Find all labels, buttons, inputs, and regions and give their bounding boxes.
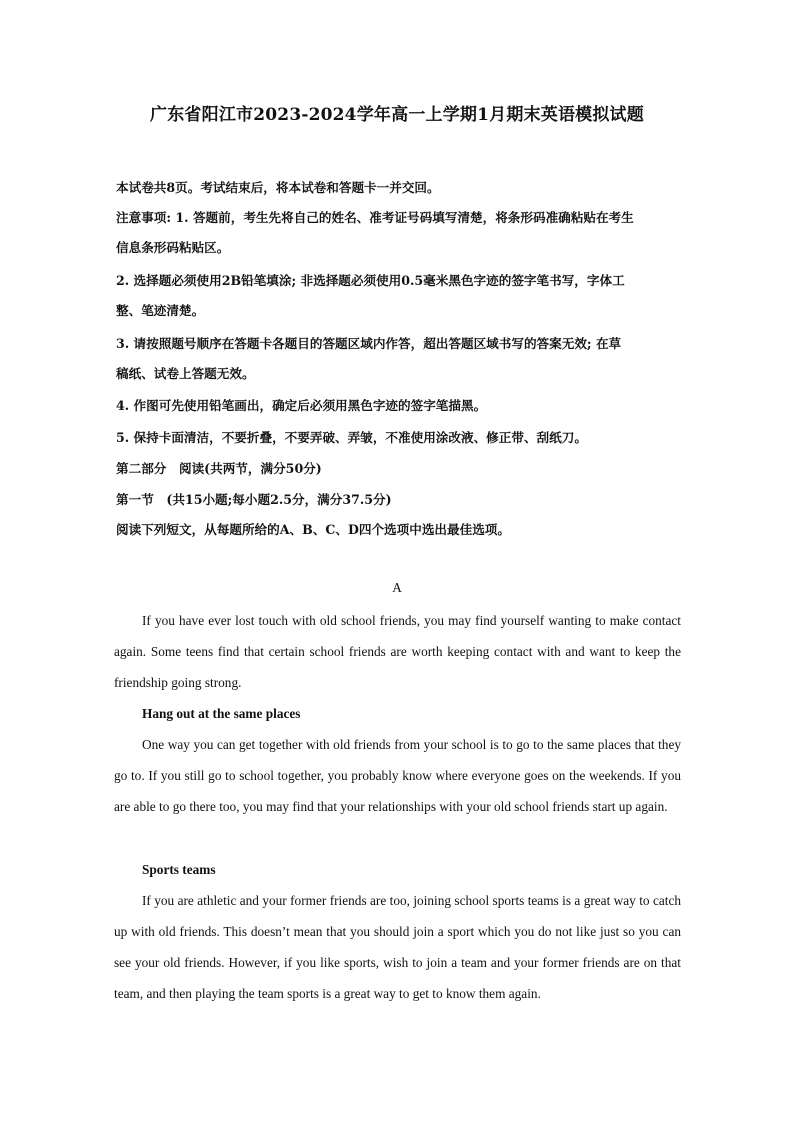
passage-paragraph: If you are athletic and your former friends are too, joining school sports teams is a great way to catch up with old friends. This doesn’t mean that you should join a sport which you do not like just so you can see your old friends. However, if you like sports, wish to join a team and your former friends are on that team, and then playing the team sports is a great way to get to know them again. — [114, 893, 681, 1001]
section-sub-heading: 第一节 (共15小题;每小题2.5分，满分37.5分) — [116, 492, 392, 507]
instruction-line: 稿纸、试卷上答题无效。 — [116, 366, 255, 381]
instruction-line: 3. 请按照题号顺序在答题卡各题目的答题区域内作答，超出答题区域书写的答案无效; 在草 — [116, 336, 622, 351]
page-title: 广东省阳江市2023-2024学年高一上学期1月期末英语模拟试题 — [150, 105, 644, 125]
instruction-line: 信息条形码粘贴区。 — [116, 240, 230, 255]
passage-label: A — [392, 580, 402, 595]
instruction-line: 5. 保持卡面清洁，不要折叠，不要弄破、弄皱，不准使用涂改液、修正带、刮纸刀。 — [116, 430, 587, 445]
instruction-line: 注意事项: 1. 答题前，考生先将自己的姓名、准考证号码填写清楚，将条形码准确粘贴在考生 — [116, 210, 634, 225]
section-direction: 阅读下列短文，从每题所给的A、B、C、D四个选项中选出最佳选项。 — [116, 522, 510, 537]
instruction-line: 4. 作图可先使用铅笔画出，确定后必须用黑色字迹的签字笔描黑。 — [116, 398, 487, 413]
passage-subheading: Sports teams — [142, 862, 216, 877]
passage-paragraph: If you have ever lost touch with old school friends, you may find yourself wanting to make contact again. Some teens find that certain school friends are worth keeping contact with and want to keep the friendship going strong. — [114, 613, 681, 690]
passage-subheading: Hang out at the same places — [142, 706, 301, 721]
section-part-heading: 第二部分 阅读(共两节，满分50分) — [116, 461, 322, 476]
passage-paragraph: One way you can get together with old friends from your school is to go to the same places that they go to. If you still go to school together, you probably know where everyone goes on the weekends. If you are able to go there too, you may find that your relationships with your old school friends start up again. — [114, 737, 681, 814]
instruction-line: 本试卷共8页。考试结束后，将本试卷和答题卡一并交回。 — [116, 180, 440, 195]
instruction-line: 2. 选择题必须使用2B铅笔填涂; 非选择题必须使用0.5毫米黑色字迹的签字笔书写，字体工 — [116, 273, 625, 288]
instruction-line: 整、笔迹清楚。 — [116, 303, 205, 318]
